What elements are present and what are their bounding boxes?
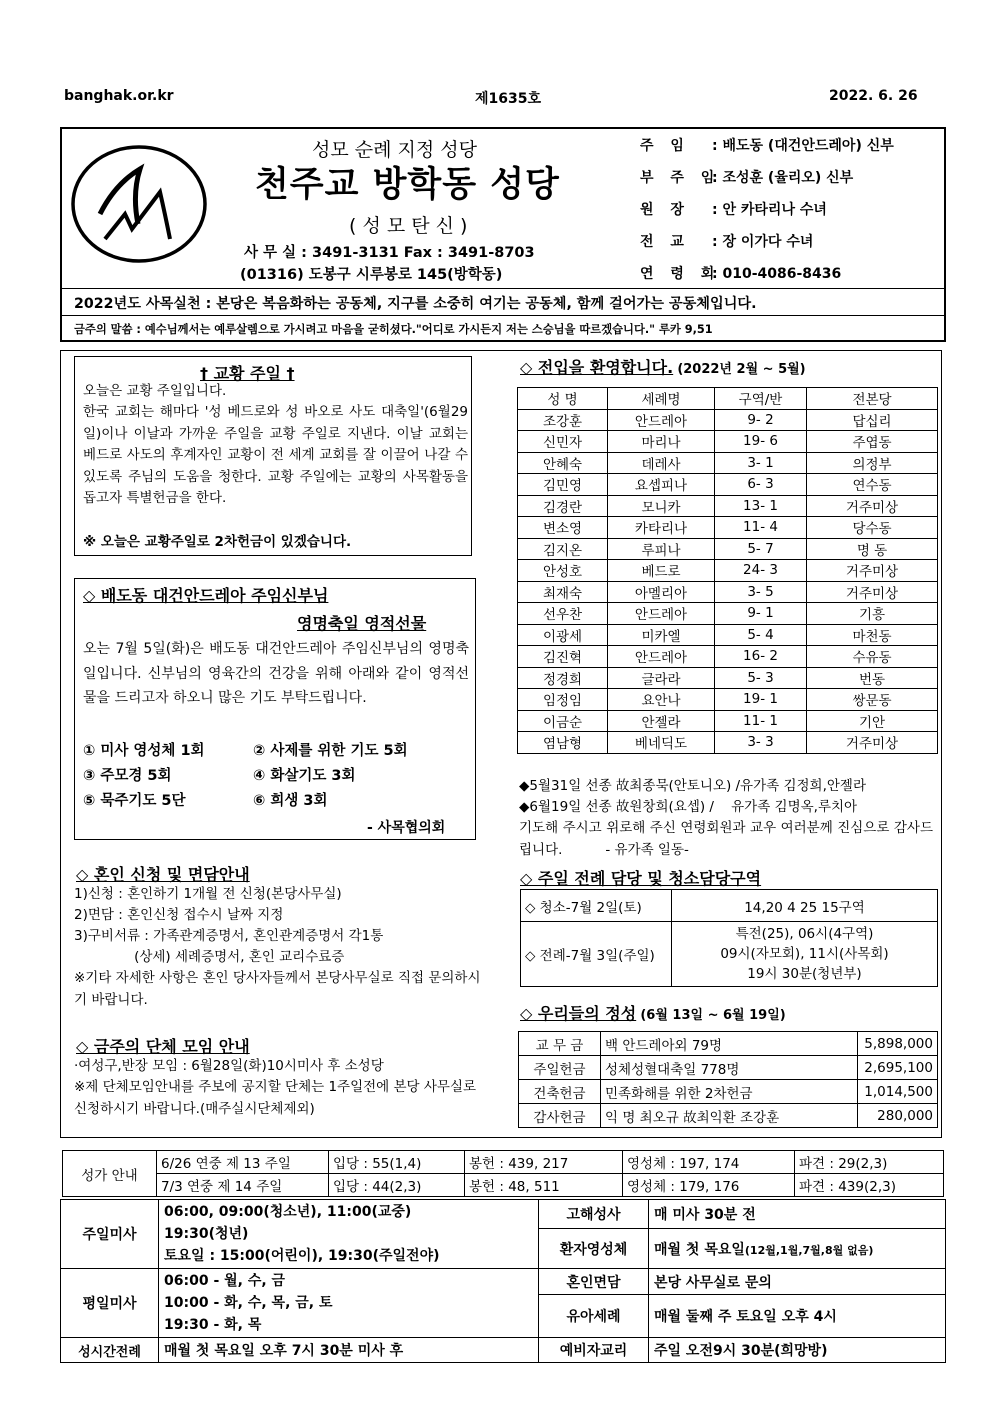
pope-sunday-box [74,356,472,556]
newcomer-previous-parish: 주엽동 [807,431,938,453]
newcomer-row [518,689,938,711]
newcomer-name: 이금순 [518,710,608,732]
gift-item-5: ⑤ 묵주기도 5단 [83,793,186,809]
mass-row-1 [61,1200,946,1229]
pastor-feast-sign: - 사목협의회 [367,820,446,836]
songs-sunday-2: 7/3 연중 제 14 주일 [157,1174,329,1197]
songs-communion-1: 영성체 : 197, 174 [623,1151,795,1174]
staff-sister-superior: 원 장 : 안 카타리나 수녀 [640,202,827,218]
church-logo [70,144,208,264]
duty-cleaning-value: 14,20 4 25 15구역 [672,890,938,922]
newcomer-name: 임정임 [518,689,608,711]
condolence-line-2: ◆6월19일 선종 故원창희(요셉) / 유가족 김명옥,루치아 [519,799,858,815]
offering-detail: 익 명 최오규 故최익환 조강훈 [601,1104,858,1128]
gift-item-4: ④ 화살기도 3회 [253,768,356,784]
pastor-feast-subheading: 영명축일 영적선물 [297,614,427,633]
offering-category: 주일헌금 [519,1056,601,1080]
newcomer-row [518,581,938,603]
newcomer-baptismal-name: 미카엘 [608,624,715,646]
newcomer-baptismal-name: 안드레아 [608,646,715,668]
sunday-mass-line-1: 06:00, 09:00(청소년), 11:00(교중) [164,1204,412,1220]
newcomer-previous-parish: 거주미상 [807,560,938,582]
offering-row [519,1056,938,1080]
col-name: 성 명 [518,388,608,410]
newcomer-district: 3- 1 [715,452,807,474]
offering-detail: 민족화해를 위한 2차헌금 [601,1080,858,1104]
pastor-feast-box [74,578,476,840]
duty-table [520,889,938,987]
mass-schedule-table [60,1199,946,1363]
songs-communion-2: 영성체 : 179, 176 [623,1174,795,1197]
newcomer-previous-parish: 거주미상 [807,581,938,603]
newcomer-name: 변소영 [518,517,608,539]
offering-row [519,1080,938,1104]
newcomer-name: 김지온 [518,538,608,560]
weekday-mass-line-2: 10:00 - 화, 수, 목, 금, 토 [164,1295,333,1311]
newcomer-baptismal-name: 베드로 [608,560,715,582]
sunday-mass-line-3: 토요일 : 15:00(어린이), 19:30(주일전야) [164,1248,440,1264]
newcomer-baptismal-name: 루피나 [608,538,715,560]
catechumen-label: 예비자교리 [539,1338,649,1363]
marriage-interview-label: 혼인면담 [539,1269,649,1295]
office-address: (01316) 도봉구 시루봉로 145(방학동) [240,267,503,283]
duty-heading: ◇ 주일 전례 담당 및 청소담당구역 [520,869,762,888]
newcomer-previous-parish: 명 동 [807,538,938,560]
masthead-patron: ( 성 모 탄 신 ) [349,215,468,237]
newcomer-previous-parish: 기흥 [807,603,938,625]
groups-line-2: ※제 단체모임안내를 주보에 공지할 단체는 1주일전에 본당 사무실로 신청하시기 바랍니다.(매주실시단체제외) [74,1079,477,1117]
issue-date: 2022. 6. 26 [829,88,918,104]
newcomer-previous-parish: 당수동 [807,517,938,539]
newcomer-name: 안성호 [518,560,608,582]
newcomer-row [518,495,938,517]
newcomer-previous-parish: 거주미상 [807,732,938,754]
newcomer-name: 선우찬 [518,603,608,625]
newcomer-previous-parish: 수유동 [807,646,938,668]
newcomer-name: 신민자 [518,431,608,453]
weekday-mass-label: 평일미사 [61,1269,159,1338]
offering-amount: 1,014,500 [858,1080,938,1104]
staff-pastor: 주 임 : 배도동 (대건안드레아) 신부 [640,138,894,154]
songs-recessional-2: 파견 : 439(2,3) [795,1174,944,1197]
office-phone: 사 무 실 : 3491-3131 Fax : 3491-8703 [244,245,535,261]
newcomer-baptismal-name: 글라라 [608,667,715,689]
col-district: 구역/반 [715,388,807,410]
weekday-mass-times [159,1269,539,1338]
condolence-line-3: 기도해 주시고 위로해 주신 연령회원과 교우 여러분께 진심으로 감사드립니다. - 유가족 일동- [519,820,933,858]
newcomers-heading: ◇ 전입을 환영합니다. [520,358,674,377]
offering-amount: 280,000 [858,1104,938,1128]
catechumen-value: 주일 오전9시 30분(희망방) [649,1338,946,1363]
newcomer-baptismal-name: 모니카 [608,495,715,517]
newcomer-row [518,710,938,732]
newcomers-header-row [518,388,938,410]
newcomer-row [518,452,938,474]
songs-entrance-1: 입당 : 55(1,4) [329,1151,465,1174]
newcomer-row [518,624,938,646]
newcomer-row [518,431,938,453]
newcomer-district: 19- 6 [715,431,807,453]
newcomer-district: 13- 1 [715,495,807,517]
songs-row-2 [63,1174,944,1197]
issue-number: 제1635호 [475,91,542,107]
sunday-mass-line-2: 19:30(청년) [164,1226,249,1242]
newcomer-previous-parish: 연수동 [807,474,938,496]
groups-line-1: ·여성구,반장 모임 : 6월28일(화)10시미사 후 소성당 [74,1058,384,1074]
offerings-heading: ◇ 우리들의 정성 [520,1004,637,1023]
newcomer-row [518,409,938,431]
offering-row [519,1104,938,1128]
holy-hour-label: 성시간전례 [61,1338,159,1363]
offering-category: 건축헌금 [519,1080,601,1104]
newcomer-previous-parish: 번동 [807,667,938,689]
newcomer-baptismal-name: 요안나 [608,689,715,711]
newcomer-name: 김민영 [518,474,608,496]
gift-item-3: ③ 주모경 5회 [83,768,172,784]
pope-sunday-note: ※ 오늘은 교황주일로 2차헌금이 있겠습니다. [83,534,352,550]
weekday-mass-line-3: 19:30 - 화, 목 [164,1317,262,1333]
newcomer-baptismal-name: 카타리나 [608,517,715,539]
pope-sunday-heading: † 교황 주일 † [200,364,295,383]
newcomer-district: 5- 3 [715,667,807,689]
weekly-word: 금주의 말씀 : 예수님께서는 예루살렘으로 가시려고 마음을 굳히셨다."어디로 가시든지 저는 스승님을 따르겠습니다." 루카 9,51 [74,323,713,336]
newcomer-name: 정경희 [518,667,608,689]
duty-row-liturgy [521,922,938,987]
marriage-line-5: ※기타 자세한 사항은 혼인 당사자들께서 본당사무실로 직접 문의하시기 바랍니다. [74,970,481,1008]
newcomer-row [518,603,938,625]
duty-cleaning-label: ◇ 청소-7월 2일(토) [521,890,672,922]
staff-catechist: 전 교 : 장 이가다 수녀 [640,234,814,250]
confession-value: 매 미사 30분 전 [649,1200,946,1229]
offering-category: 교 무 금 [519,1032,601,1056]
offering-amount: 2,695,100 [858,1056,938,1080]
groups-heading: ◇ 금주의 단체 모임 안내 [76,1037,250,1056]
newcomers-table [517,387,938,754]
marriage-line-3: 3)구비서류 : 가족관계증명서, 혼인관계증명서 각1통 [74,928,384,944]
newcomer-row [518,560,938,582]
newcomer-previous-parish: 마천동 [807,624,938,646]
holy-hour-value: 매월 첫 목요일 오후 7시 30분 미사 후 [159,1338,539,1363]
newcomer-district: 5- 7 [715,538,807,560]
gift-item-1: ① 미사 영성체 1회 [83,743,205,759]
newcomer-name: 안혜숙 [518,452,608,474]
infant-baptism-label: 유아세례 [539,1295,649,1338]
col-previous-parish: 전본당 [807,388,938,410]
newcomer-district: 5- 4 [715,624,807,646]
confession-label: 고해성사 [539,1200,649,1229]
newcomer-baptismal-name: 안드레아 [608,409,715,431]
newcomer-previous-parish: 쌍문동 [807,689,938,711]
gift-item-2: ② 사제를 위한 기도 5회 [253,743,408,759]
offerings-table [518,1031,938,1128]
pope-sunday-intro: 오늘은 교황 주일입니다. [83,383,227,399]
offering-amount: 5,898,000 [858,1032,938,1056]
newcomers-period: (2022년 2월 ~ 5월) [677,362,806,377]
newcomer-district: 3- 5 [715,581,807,603]
sick-communion-value [649,1229,946,1269]
marriage-line-4: (상세) 세례증명서, 혼인 교리수료증 [74,949,345,965]
newcomer-name: 최재숙 [518,581,608,603]
songs-entrance-2: 입당 : 44(2,3) [329,1174,465,1197]
newcomer-baptismal-name: 요셉피나 [608,474,715,496]
masthead-title: 천주교 방학동 성당 [255,165,560,205]
newcomer-row [518,474,938,496]
duty-liturgy-label: ◇ 전례-7월 3일(주일) [521,922,672,987]
newcomer-row [518,538,938,560]
songs-recessional-1: 파견 : 29(2,3) [795,1151,944,1174]
mass-row-4 [61,1269,946,1295]
newcomer-name: 염남형 [518,732,608,754]
staff-assistant: 부 주 임: 조성훈 (율리오) 신부 [640,170,854,186]
site-url: banghak.or.kr [64,88,174,104]
masthead-subtitle: 성모 순례 지정 성당 [312,139,477,161]
newcomer-baptismal-name: 데레사 [608,452,715,474]
newcomer-district: 9- 1 [715,603,807,625]
infant-baptism-value: 매월 둘째 주 토요일 오후 4시 [649,1295,946,1338]
marriage-line-1: 1)신청 : 혼인하기 1개월 전 신청(본당사무실) [74,886,342,902]
staff-funeral-society: 연 령 회: 010-4086-8436 [640,266,842,282]
newcomer-baptismal-name: 안젤라 [608,710,715,732]
offering-detail: 성체성혈대축일 778명 [601,1056,858,1080]
marriage-interview-value: 본당 사무실로 문의 [649,1269,946,1295]
newcomer-previous-parish: 거주미상 [807,495,938,517]
newcomer-district: 3- 3 [715,732,807,754]
pastor-feast-heading: ◇ 배도동 대건안드레아 주임신부님 [83,586,329,605]
pastoral-goal: 2022년도 사목실천 : 본당은 복음화하는 공동체, 지구를 소중히 여기는 공동체, 함께 걸어가는 공동체입니다. [74,296,757,312]
newcomer-baptismal-name: 안드레아 [608,603,715,625]
newcomer-district: 11- 1 [715,710,807,732]
offering-category: 감사헌금 [519,1104,601,1128]
weekday-mass-line-1: 06:00 - 월, 수, 금 [164,1273,286,1289]
newcomer-row [518,646,938,668]
marriage-line-2: 2)면담 : 혼인신청 접수시 날짜 지정 [74,907,284,923]
sick-communion-note: (12월,1월,7월,8월 없음) [744,1243,874,1257]
songs-row-1 [63,1151,944,1174]
newcomer-district: 11- 4 [715,517,807,539]
newcomer-row [518,732,938,754]
songs-table [62,1150,944,1197]
offerings-period: (6월 13일 ~ 6월 19일) [640,1008,786,1023]
songs-sunday-1: 6/26 연중 제 13 주일 [157,1151,329,1174]
newcomer-district: 24- 3 [715,560,807,582]
songs-offertory-1: 봉헌 : 439, 217 [465,1151,623,1174]
newcomer-name: 조강훈 [518,409,608,431]
newcomer-district: 16- 2 [715,646,807,668]
pastor-feast-body: 오는 7월 5일(화)은 배도동 대건안드레아 주임신부님의 영명축일입니다. 신부님의 영육간의 건강을 위해 아래와 같이 영적선물을 드리고자 하오니 많은 기도 부탁드립니다. [83,641,469,706]
newcomer-baptismal-name: 마리나 [608,431,715,453]
gift-item-6: ⑥ 희생 3회 [253,793,328,809]
newcomer-baptismal-name: 아멜리아 [608,581,715,603]
newcomer-district: 9- 2 [715,409,807,431]
offering-row [519,1032,938,1056]
sick-communion-text: 매월 첫 목요일 [654,1241,745,1258]
newcomer-district: 19- 1 [715,689,807,711]
sunday-mass-label: 주일미사 [61,1200,159,1269]
offering-detail: 백 안드레아외 79명 [601,1032,858,1056]
duty-row-cleaning [521,890,938,922]
newcomer-name: 김진혁 [518,646,608,668]
masthead [60,127,946,342]
offerings-heading-wrap [520,1001,786,1024]
duty-liturgy-value: 특전(25), 06시(4구역) 09시(자모회), 11시(사목회) 19시 30분(청년부) [672,922,938,987]
mass-row-7 [61,1338,946,1363]
songs-label: 성가 안내 [63,1151,157,1197]
marriage-heading: ◇ 혼인 신청 및 면담안내 [76,865,250,884]
sunday-mass-times [159,1200,539,1269]
newcomer-name: 김경란 [518,495,608,517]
newcomer-previous-parish: 기안 [807,710,938,732]
newcomer-row [518,517,938,539]
condolence-line-1: ◆5월31일 선종 故최종묵(안토니오) /유가족 김정희,안젤라 [519,778,867,794]
pope-sunday-body: 한국 교회는 해마다 '성 베드로와 성 바오로 사도 대축일'(6월29일)이나 이날과 가까운 주일을 교황 주일로 지낸다. 이날 교회는 베드로 사도의 후계자인 교황이 전 세계 교회를 잘 이끌어 나갈 수 있도록 주님의 도움을 청한다. 교황 주일에는 교황의 사목활동을 돕고자 특별헌금을 한다. [83,404,468,506]
col-baptismal-name: 세례명 [608,388,715,410]
newcomer-name: 이광세 [518,624,608,646]
newcomers-heading-wrap [520,355,806,378]
newcomer-baptismal-name: 베네딕도 [608,732,715,754]
newcomer-row [518,667,938,689]
sick-communion-label: 환자영성체 [539,1229,649,1269]
newcomer-previous-parish: 답십리 [807,409,938,431]
newcomer-district: 6- 3 [715,474,807,496]
songs-offertory-2: 봉헌 : 48, 511 [465,1174,623,1197]
newcomer-previous-parish: 의정부 [807,452,938,474]
